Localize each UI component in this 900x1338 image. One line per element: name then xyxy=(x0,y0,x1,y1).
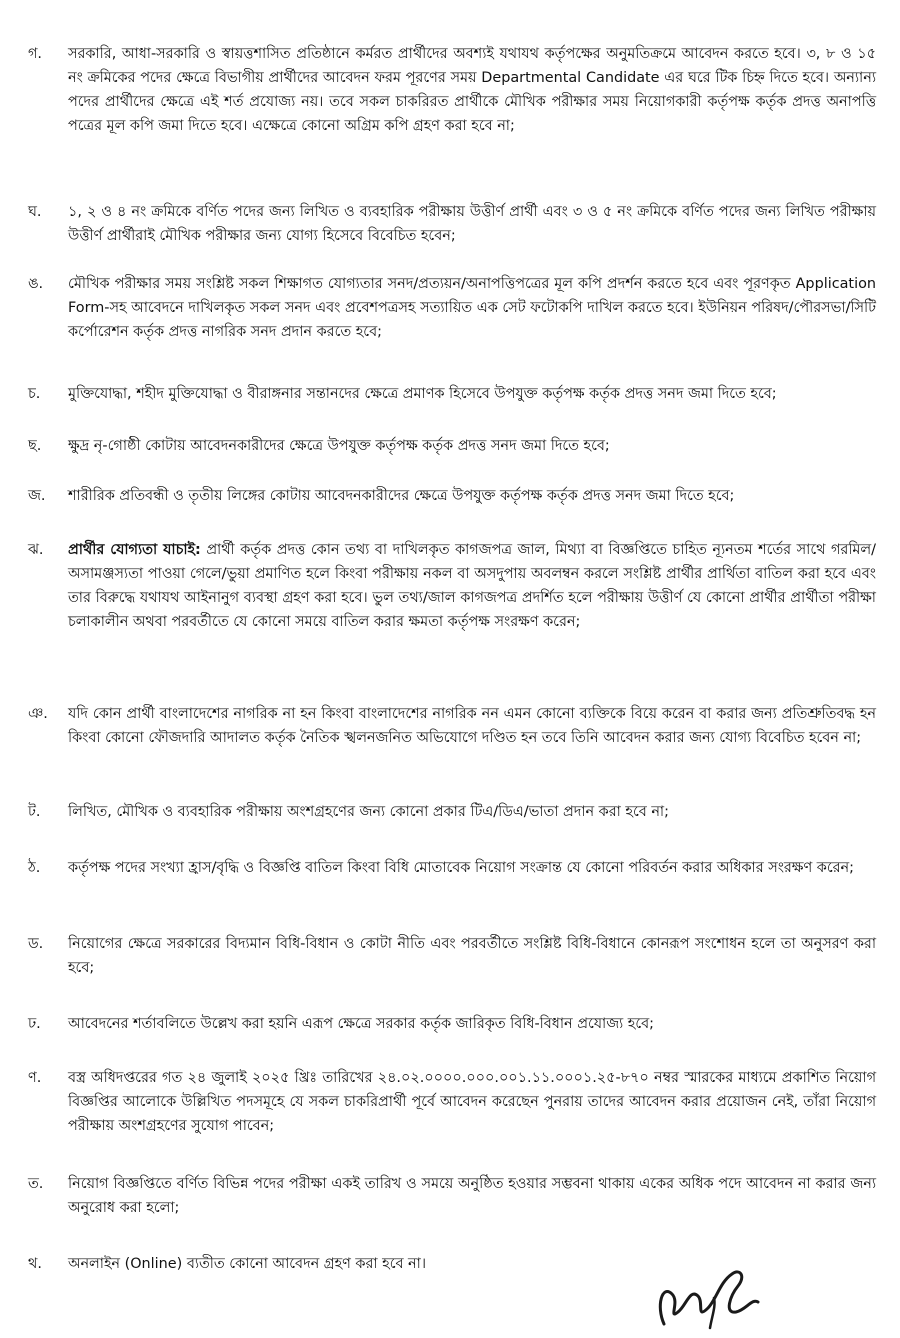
clause-text: বস্ত্র অধিদপ্তরের গত ২৪ জুলাই ২০২৫ খ্রিঃ তারিখের ২৪.০২.০০০০.০০০.০০১.১১.০০০১.২৫-৮৭০ নম্বর স্মারকের মাধ্যমে প্রকাশিত নিয়োগ বিজ্ঞপ্তির আলোকে উল্লিখিত পদসমূহে যে সকল চাকরিপ্রার্থী পূর্বে আবেদন করেছেন পুনরায় তাদের আবেদন করার প্রয়োজন নেই, তাঁরা নিয়োগ পরীক্ষায় অংশগ্রহণের সুযোগ পাবেন; xyxy=(68,1070,876,1134)
clause-marker: ট. xyxy=(28,804,41,820)
clause-gha xyxy=(28,200,876,248)
clause-text: নিয়োগ বিজ্ঞপ্তিতে বর্ণিত বিভিন্ন পদের পরীক্ষা একই তারিখ ও সময়ে অনুষ্ঠিত হওয়ার সম্ভবনা থাকায় একের অধিক পদে আবেদন না করার জন্য অনুরোধ করা হলো; xyxy=(68,1176,876,1216)
clause-cha xyxy=(28,434,876,458)
clause-dda xyxy=(28,932,876,980)
clause-marker: ঠ. xyxy=(28,860,41,876)
clause-tta xyxy=(28,800,876,824)
clause-marker: ঞ. xyxy=(28,706,48,722)
clause-marker: ত. xyxy=(28,1176,44,1192)
clause-marker: ঢ. xyxy=(28,1016,41,1032)
clause-text: প্রার্থী কর্তৃক প্রদত্ত কোন তথ্য বা দাখিলকৃত কাগজপত্র জাল, মিথ্যা বা বিজ্ঞপ্তিতে চাহিত ন্যূনতম শর্তের সাথে গরমিল/অসামঞ্জস্যতা পাওয়া গেলে/ভুয়া প্রমাণিত হলে কিংবা পরীক্ষায় নকল বা অসদুপায় অবলম্বন করলে সংশ্লিষ্ট প্রার্থীর প্রার্থিতা বাতিল করা হবে এবং তার বিরুদ্ধে যথাযথ আইনানুগ ব্যবস্থা গ্রহণ করা হবে। ভুল তথ্য/জাল কাগজপত্র প্রদর্শিত হলে পরীক্ষায় উত্তীর্ণ যে কোনো প্রার্থীর প্রার্থীতা পরীক্ষা চলাকালীন অথবা পরবর্তীতে যে কোনো সময়ে বাতিল করার ক্ষমতা কর্তৃপক্ষ সংরক্ষণ করেন; xyxy=(68,542,876,630)
clause-jha xyxy=(28,538,876,634)
clause-ta xyxy=(28,1172,876,1220)
clause-text-wrap xyxy=(68,538,876,634)
clause-text: সরকারি, আধা-সরকারি ও স্বায়ত্তশাসিত প্রতিষ্ঠানে কর্মরত প্রার্থীদের অবশ্যই যথাযথ কর্তৃপক্ষের অনুমতিক্রমে আবেদন করতে হবে। ৩, ৮ ও ১৫ নং ক্রমিকের পদের ক্ষেত্রে বিভাগীয় প্রার্থীদের আবেদন ফরম পূরণের সময় Departmental Candidate এর ঘরে টিক চিহ্ন দিতে হবে। অন্যান্য পদের প্রার্থীদের ক্ষেত্রে এই শর্ত প্রযোজ্য নয়। তবে সকল চাকরিরত প্রার্থীকে মৌখিক পরীক্ষার সময় নিয়োগকারী কর্তৃপক্ষ কর্তৃক প্রদত্ত অনাপত্তি পত্রের মূল কপি জমা দিতে হবে। এক্ষেত্রে কোনো অগ্রিম কপি গ্রহণ করা হবে না; xyxy=(68,46,876,134)
clause-text: ১, ২ ও ৪ নং ক্রমিকে বর্ণিত পদের জন্য লিখিত ও ব্যবহারিক পরীক্ষায় উত্তীর্ণ প্রার্থী এবং ৩ ও ৫ নং ক্রমিকে বর্ণিত পদের জন্য লিখিত পরীক্ষায় উত্তীর্ণ প্রার্থীরাই মৌখিক পরীক্ষার জন্য যোগ্য হিসেবে বিবেচিত হবেন; xyxy=(68,204,876,244)
clause-uma xyxy=(28,272,876,344)
clause-text: ক্ষুদ্র নৃ-গোষ্ঠী কোটায় আবেদনকারীদের ক্ষেত্রে উপযুক্ত কর্তৃপক্ষ কর্তৃক প্রদত্ত সনদ জমা দিতে হবে; xyxy=(68,438,610,454)
clause-text: অনলাইন (Online) ব্যতীত কোনো আবেদন গ্রহণ করা হবে না। xyxy=(68,1256,426,1272)
clause-ja xyxy=(28,484,876,508)
clause-marker: চ. xyxy=(28,386,41,402)
clause-ga xyxy=(28,42,876,138)
clause-text: নিয়োগের ক্ষেত্রে সরকারের বিদ্যমান বিধি-বিধান ও কোটা নীতি এবং পরবর্তীতে সংশ্লিষ্ট বিধি-বিধানে কোনরূপ সংশোধন হলে তা অনুসরণ করা হবে; xyxy=(68,936,876,976)
clause-text: যদি কোন প্রার্থী বাংলাদেশের নাগরিক না হন কিংবা বাংলাদেশের নাগরিক নন এমন কোনো ব্যক্তিকে বিয়ে করেন বা করার জন্য প্রতিশ্রুতিবদ্ধ হন কিংবা কোনো ফৌজদারি আদালত কর্তৃক নৈতিক স্খলনজনিত অভিযোগে দণ্ডিত হন তবে তিনি আবেদন করার জন্য যোগ্য বিবেচিত হবেন না; xyxy=(68,706,876,746)
clause-marker: ড. xyxy=(28,936,44,952)
clause-lead: প্রার্থীর যোগ্যতা যাচাই: xyxy=(68,542,201,558)
clause-marker: থ. xyxy=(28,1256,42,1272)
clause-text: আবেদনের শর্তাবলিতে উল্লেখ করা হয়নি এরূপ ক্ষেত্রে সরকার কর্তৃক জারিকৃত বিধি-বিধান প্রযোজ্য হবে; xyxy=(68,1016,655,1032)
clause-marker: গ. xyxy=(28,46,43,62)
clause-ttha xyxy=(28,856,876,880)
clause-nya xyxy=(28,702,876,750)
clause-text: মৌখিক পরীক্ষার সময় সংশ্লিষ্ট সকল শিক্ষাগত যোগ্যতার সনদ/প্রত্যয়ন/অনাপত্তিপত্রের মূল কপি প্রদর্শন করতে হবে এবং পূরণকৃত Application Form-সহ আবেদনে দাখিলকৃত সকল সনদ এবং প্রবেশপত্রসহ সত্যায়িত এক সেট ফটোকপি দাখিল করতে হবে। ইউনিয়ন পরিষদ/পৌরসভা/সিটি কর্পোরেশন কর্তৃক প্রদত্ত নাগরিক সনদ প্রদান করতে হবে; xyxy=(68,276,876,340)
clause-marker: ঝ. xyxy=(28,542,44,558)
clause-text: লিখিত, মৌখিক ও ব্যবহারিক পরীক্ষায় অংশগ্রহণের জন্য কোনো প্রকার টিএ/ডিএ/ভাতা প্রদান করা হবে না; xyxy=(68,804,669,820)
clause-marker: ণ. xyxy=(28,1070,42,1086)
signature-image xyxy=(650,1262,770,1334)
clause-text: মুক্তিযোদ্ধা, শহীদ মুক্তিযোদ্ধা ও বীরাঙ্গনার সন্তানদের ক্ষেত্রে প্রমাণক হিসেবে উপযুক্ত কর্তৃপক্ষ কর্তৃক প্রদত্ত সনদ জমা দিতে হবে; xyxy=(68,386,777,402)
clause-ddha xyxy=(28,1012,876,1036)
clause-text: শারীরিক প্রতিবন্ধী ও তৃতীয় লিঙ্গের কোটায় আবেদনকারীদের ক্ষেত্রে উপযুক্ত কর্তৃপক্ষ কর্তৃক প্রদত্ত সনদ জমা দিতে হবে; xyxy=(68,488,735,504)
clause-ca xyxy=(28,382,876,406)
clause-marker: জ. xyxy=(28,488,46,504)
clause-text: কর্তৃপক্ষ পদের সংখ্যা হ্রাস/বৃদ্ধি ও বিজ্ঞপ্তি বাতিল কিংবা বিধি মোতাবেক নিয়োগ সংক্রান্ত যে কোনো পরিবর্তন করার অধিকার সংরক্ষণ করেন; xyxy=(68,860,854,876)
clause-marker: ছ. xyxy=(28,438,42,454)
clause-nna xyxy=(28,1066,876,1138)
clause-marker: ঙ. xyxy=(28,276,44,292)
clause-marker: ঘ. xyxy=(28,204,42,220)
